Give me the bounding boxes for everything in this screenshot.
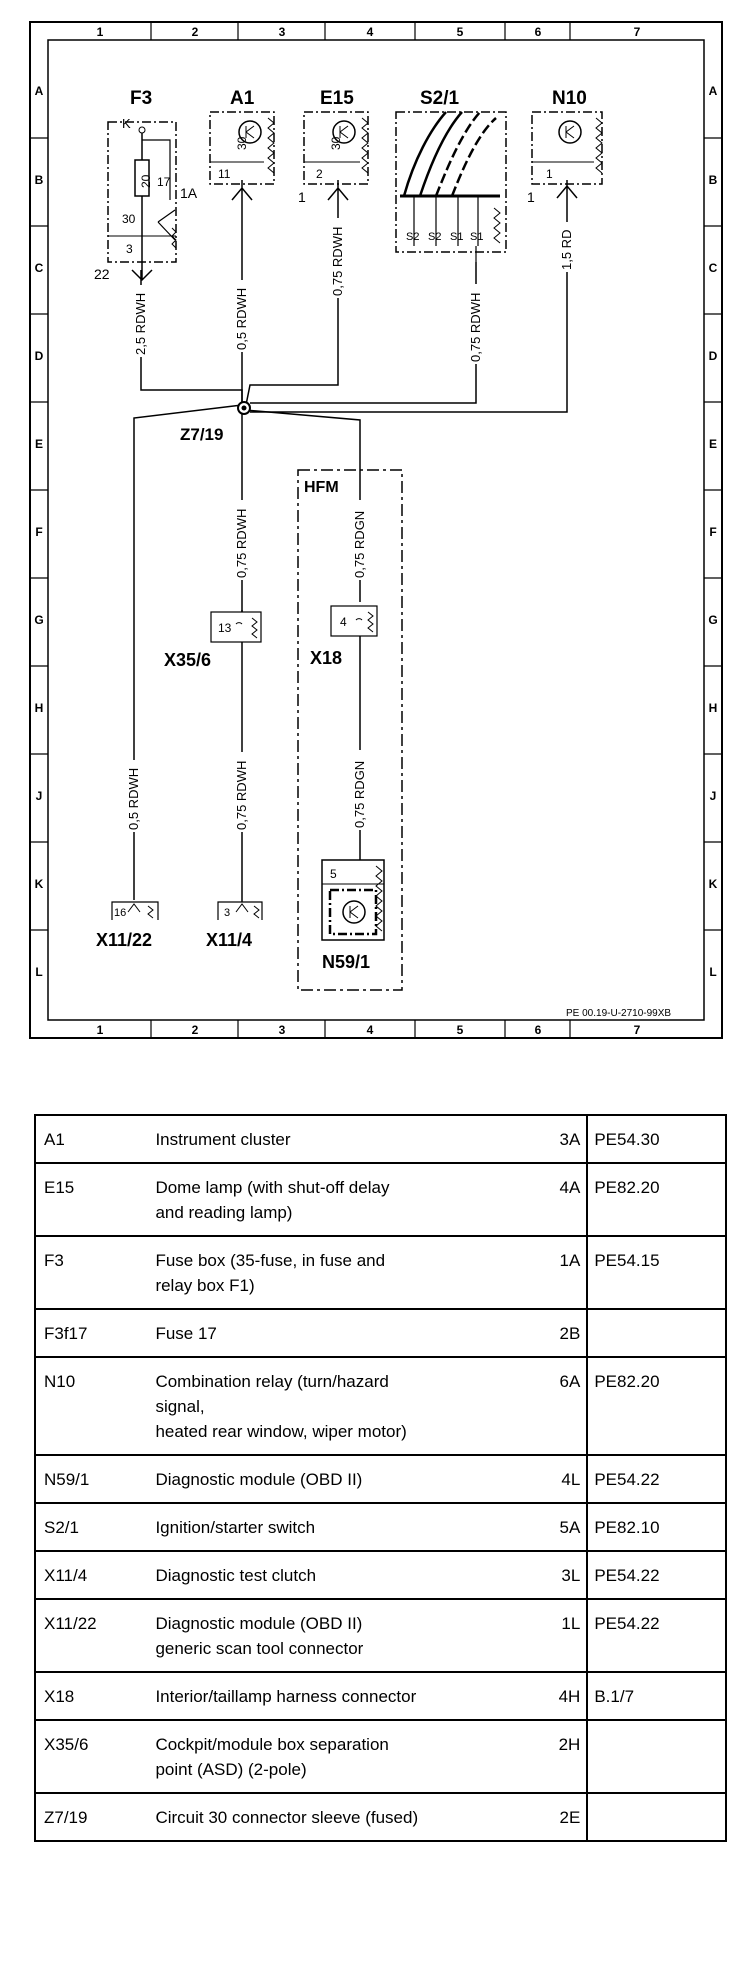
s2-1-pin: S2 <box>406 231 420 243</box>
legend-code: X18 <box>35 1672 147 1720</box>
legend-code: S2/1 <box>35 1503 147 1551</box>
legend-grid-location: 4A <box>545 1163 588 1236</box>
e15-title: E15 <box>320 88 354 109</box>
grid-row-label: C <box>708 261 718 275</box>
grid-row-label: A <box>34 84 44 98</box>
grid-row-label: D <box>708 349 718 363</box>
e15-pin-2: 2 <box>316 167 323 181</box>
wires <box>134 198 567 902</box>
legend-description: Cockpit/module box separation point (ASD) (2-pole) <box>147 1720 544 1793</box>
grid-row-label: G <box>34 613 44 627</box>
grid-col-label: 1 <box>96 1023 104 1037</box>
grid-row-label: J <box>35 789 43 803</box>
legend-reference: PE82.20 <box>587 1357 726 1455</box>
f3-pin-k: K <box>122 116 131 131</box>
legend-grid-location: 1A <box>545 1236 588 1309</box>
x18-title: X18 <box>310 648 343 668</box>
s2-1-title: S2/1 <box>420 88 460 109</box>
legend-description: Instrument cluster <box>147 1115 544 1163</box>
legend-description: Ignition/starter switch <box>147 1503 544 1551</box>
legend-row <box>35 1455 726 1503</box>
legend-description: Diagnostic module (OBD II) <box>147 1455 544 1503</box>
legend-code: X11/22 <box>35 1599 147 1672</box>
grid-col-label: 3 <box>278 1023 286 1037</box>
legend-row <box>35 1551 726 1599</box>
f3-location: 1A <box>180 185 198 201</box>
legend-reference <box>587 1309 726 1357</box>
f3-wire-number: 22 <box>94 266 110 282</box>
legend-row <box>35 1115 726 1163</box>
f3-pin-30: 30 <box>122 212 136 226</box>
legend-reference: PE54.30 <box>587 1115 726 1163</box>
wire-labels <box>126 218 575 832</box>
f3-title: F3 <box>130 88 153 109</box>
grid-row-label: B <box>34 173 44 187</box>
grid-row-label: H <box>34 701 44 715</box>
grid-row-label: E <box>34 437 44 451</box>
grid-col-label: 6 <box>534 1023 542 1037</box>
legend-row <box>35 1357 726 1455</box>
grid-col-label: 4 <box>366 1023 374 1037</box>
legend-reference: PE54.15 <box>587 1236 726 1309</box>
legend-code: X35/6 <box>35 1720 147 1793</box>
a1-pin-30: 30 <box>235 136 249 150</box>
grid-row-label: E <box>708 437 718 451</box>
n59-1-title: N59/1 <box>322 952 371 972</box>
grid-row-label: F <box>35 525 43 539</box>
grid-row-label: A <box>708 84 718 98</box>
grid-col-label: 5 <box>456 25 464 39</box>
f3-pin-20: 20 <box>139 174 153 188</box>
grid-row-label: C <box>34 261 44 275</box>
wire-label: 0,75 RDWH <box>234 508 249 578</box>
legend-description: Fuse box (35-fuse, in fuse and relay box F1) <box>147 1236 544 1309</box>
x35-6-title: X35/6 <box>164 650 212 670</box>
legend-description: Diagnostic test clutch <box>147 1551 544 1599</box>
e15-dome-lamp <box>304 112 368 200</box>
legend-code: A1 <box>35 1115 147 1163</box>
legend-reference: PE54.22 <box>587 1551 726 1599</box>
grid-row-label: B <box>708 173 718 187</box>
legend-description: Dome lamp (with shut-off delay and reading lamp) <box>147 1163 544 1236</box>
wire-label: 0,75 RDGN <box>352 760 367 828</box>
grid-row-label: H <box>708 701 718 715</box>
grid-col-label: 4 <box>366 25 374 39</box>
a1-instrument-cluster <box>210 112 274 200</box>
x18-connector <box>331 606 377 636</box>
z7-19-label: Z7/19 <box>180 425 224 444</box>
s2-1-pin: S2 <box>428 231 442 243</box>
e15-labels <box>298 88 354 205</box>
s2-1-pin: S1 <box>470 231 484 243</box>
legend-description: Combination relay (turn/hazard signal, heated rear window, wiper motor) <box>147 1357 544 1455</box>
legend-grid-location: 5A <box>545 1503 588 1551</box>
grid-col-label: 3 <box>278 25 286 39</box>
legend-grid-location: 3A <box>545 1115 588 1163</box>
grid-row-label: D <box>34 349 44 363</box>
n10-title: N10 <box>552 88 587 109</box>
legend-reference: PE82.10 <box>587 1503 726 1551</box>
legend-row <box>35 1309 726 1357</box>
legend-grid-location: 2E <box>545 1793 588 1841</box>
grid-col-label: 1 <box>96 25 104 39</box>
legend-reference <box>587 1793 726 1841</box>
legend-row <box>35 1793 726 1841</box>
legend-grid-location: 1L <box>545 1599 588 1672</box>
x11-22-title: X11/22 <box>96 930 153 950</box>
grid-row-label: K <box>34 877 44 891</box>
n10-combination-relay <box>532 112 602 198</box>
legend-description: Fuse 17 <box>147 1309 544 1357</box>
grid-row-label: L <box>35 965 43 979</box>
legend-reference: PE54.22 <box>587 1455 726 1503</box>
n10-wire-number: 1 <box>527 189 535 205</box>
f3-pin-17: 17 <box>157 175 171 189</box>
x11-4-title: X11/4 <box>206 930 253 950</box>
legend-code: Z7/19 <box>35 1793 147 1841</box>
wire-label: 0,75 RDGN <box>352 510 367 578</box>
grid-col-label: 7 <box>633 1023 641 1037</box>
wire-label: 0,5 RDWH <box>234 287 249 350</box>
legend-grid-location: 2H <box>545 1720 588 1793</box>
x18-pin: 4 <box>340 615 347 629</box>
legend-row <box>35 1672 726 1720</box>
hfm-label: HFM <box>304 479 339 496</box>
legend-row <box>35 1599 726 1672</box>
x11-4-labels <box>206 907 252 950</box>
wire-label: 0,75 RDWH <box>468 292 483 362</box>
wire-label: 1,5 RD <box>559 229 574 270</box>
a1-title: A1 <box>230 88 255 109</box>
legend-description: Diagnostic module (OBD II) generic scan tool connector <box>147 1599 544 1672</box>
legend-grid-location: 4H <box>545 1672 588 1720</box>
legend-reference: B.1/7 <box>587 1672 726 1720</box>
diagram-reference: PE 00.19-U-2710-99XB <box>566 1008 672 1019</box>
e15-pin-30: 30 <box>329 136 343 150</box>
n59-1-pin: 5 <box>330 867 337 881</box>
legend-row <box>35 1720 726 1793</box>
x11-22-pin: 16 <box>114 907 127 919</box>
x35-6-pin: 13 <box>218 621 232 635</box>
wire-label: 0,75 RDWH <box>234 760 249 830</box>
x18-labels <box>310 615 347 668</box>
grid-row-label: F <box>709 525 717 539</box>
legend-code: N59/1 <box>35 1455 147 1503</box>
grid-col-label: 2 <box>191 1023 199 1037</box>
f3-pin-3: 3 <box>126 242 133 256</box>
x11-22-labels <box>96 907 152 950</box>
legend-reference <box>587 1720 726 1793</box>
e15-wire-number: 1 <box>298 189 306 205</box>
legend-reference: PE82.20 <box>587 1163 726 1236</box>
a1-pin-11: 11 <box>218 167 231 181</box>
grid-row-label: G <box>708 613 718 627</box>
z7-19-junction <box>238 402 250 414</box>
grid-col-label: 2 <box>191 25 199 39</box>
legend-code: F3 <box>35 1236 147 1309</box>
grid-row-label: L <box>709 965 717 979</box>
grid-row-label: K <box>708 877 718 891</box>
x11-4-pin: 3 <box>224 907 231 919</box>
f3-fuse-box <box>108 122 176 280</box>
legend-grid-location: 3L <box>545 1551 588 1599</box>
grid-col-label: 5 <box>456 1023 464 1037</box>
grid-col-label: 6 <box>534 25 542 39</box>
wire-label: 0,5 RDWH <box>126 767 141 830</box>
legend-description: Interior/taillamp harness connector <box>147 1672 544 1720</box>
legend-grid-location: 4L <box>545 1455 588 1503</box>
x35-6-labels <box>164 621 232 670</box>
legend-description: Circuit 30 connector sleeve (fused) <box>147 1793 544 1841</box>
legend-reference: PE54.22 <box>587 1599 726 1672</box>
legend-table <box>34 1114 727 1842</box>
grid-col-label: 7 <box>633 25 641 39</box>
wire-label: 2,5 RDWH <box>133 292 148 355</box>
s2-1-pin: S1 <box>450 231 464 243</box>
legend-code: E15 <box>35 1163 147 1236</box>
legend-code: F3f17 <box>35 1309 147 1357</box>
legend-row <box>35 1503 726 1551</box>
grid-row-label: J <box>709 789 717 803</box>
legend-grid-location: 6A <box>545 1357 588 1455</box>
legend-code: N10 <box>35 1357 147 1455</box>
wire-label: 0,75 RDWH <box>330 226 345 296</box>
legend-grid-location: 2B <box>545 1309 588 1357</box>
legend-body <box>35 1115 726 1841</box>
f3-labels <box>94 88 198 282</box>
n10-labels <box>527 88 587 205</box>
legend-code: X11/4 <box>35 1551 147 1599</box>
n10-pin-1: 1 <box>546 167 553 181</box>
legend-row <box>35 1163 726 1236</box>
legend-row <box>35 1236 726 1309</box>
